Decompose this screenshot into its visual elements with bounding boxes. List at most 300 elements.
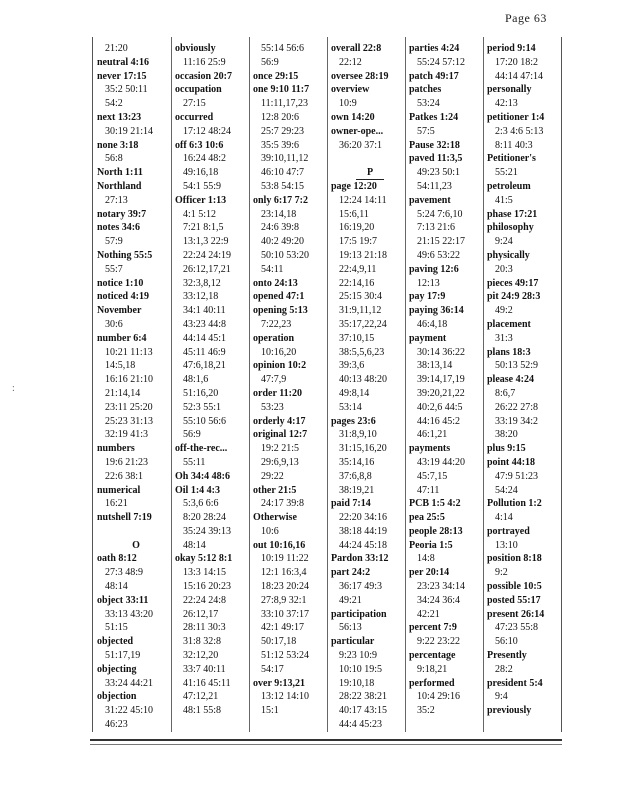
index-references: 44:14 45:1 bbox=[183, 332, 227, 344]
index-entry: November bbox=[97, 305, 142, 317]
index-references: 29:22 bbox=[261, 470, 284, 482]
index-entry: Petitioner's bbox=[487, 153, 536, 165]
index-column-3 bbox=[253, 42, 331, 718]
index-references: 19:10,18 bbox=[339, 677, 375, 689]
index-references: 28:2 bbox=[495, 663, 513, 675]
index-references: 56:13 bbox=[339, 622, 362, 634]
index-references: 48:1 55:8 bbox=[183, 705, 222, 717]
index-entry: plans 18:3 bbox=[487, 346, 531, 358]
index-references: 25:7 29:23 bbox=[261, 125, 305, 137]
index-references: 7:13 21:6 bbox=[417, 222, 456, 234]
index-references: 47:11 bbox=[417, 484, 440, 496]
index-references: 33:7 40:11 bbox=[183, 663, 226, 675]
index-references: 55:14 56:6 bbox=[261, 43, 305, 54]
index-entry: Pause 32:18 bbox=[409, 139, 460, 151]
index-references: 55:21 bbox=[495, 167, 518, 179]
index-references: 31:8 32:8 bbox=[183, 636, 222, 648]
index-references: 12:1 16:3,4 bbox=[261, 567, 307, 579]
index-references: 47:7,9 bbox=[261, 374, 287, 386]
index-entry: overall 22:8 bbox=[331, 43, 382, 54]
word-index bbox=[92, 37, 562, 732]
index-references: 56:8 bbox=[105, 153, 123, 165]
index-entry: Northland bbox=[97, 180, 142, 192]
index-references: 48:14 bbox=[105, 581, 128, 593]
index-entry: notice 1:10 bbox=[97, 277, 144, 289]
index-entry: opening 5:13 bbox=[253, 305, 308, 317]
index-entry: opinion 10:2 bbox=[253, 360, 307, 372]
index-references: 11:16 25:9 bbox=[183, 56, 226, 68]
index-references: 32:3,8,12 bbox=[183, 277, 221, 289]
index-references: 36:17 49:3 bbox=[339, 581, 383, 593]
index-references: 26:22 27:8 bbox=[495, 401, 539, 413]
index-references: 9:2 bbox=[495, 567, 508, 579]
index-entry: people 28:13 bbox=[409, 525, 463, 537]
index-entry: pavement bbox=[409, 194, 451, 206]
index-references: 35:5 39:6 bbox=[261, 139, 300, 151]
index-references: 35:14,16 bbox=[339, 456, 375, 468]
index-references: 47:23 55:8 bbox=[495, 622, 539, 634]
index-references: 39:20,21,22 bbox=[417, 387, 465, 399]
index-entry: Pardon 33:12 bbox=[331, 553, 389, 565]
index-references: 4:1 5:12 bbox=[183, 208, 217, 220]
index-references: 44:16 45:2 bbox=[417, 415, 461, 427]
index-references: 35:2 bbox=[417, 705, 435, 717]
index-column-2 bbox=[175, 42, 253, 718]
bottom-rule-thin bbox=[90, 744, 562, 745]
index-references: 19:2 21:5 bbox=[261, 443, 300, 455]
index-entry: particular bbox=[331, 636, 375, 648]
index-entry: petitioner 1:4 bbox=[487, 111, 545, 123]
index-references: 36:20 37:1 bbox=[339, 139, 383, 151]
index-references: 48:14 bbox=[183, 539, 206, 551]
index-references: 16:24 48:2 bbox=[183, 153, 227, 165]
index-references: 35:2 50:11 bbox=[105, 84, 148, 96]
index-references: 49:6 53:22 bbox=[417, 249, 461, 261]
index-references: 38:13,14 bbox=[417, 360, 453, 372]
index-references: 5:24 7:6,10 bbox=[417, 208, 463, 220]
index-entry: next 13:23 bbox=[97, 111, 142, 123]
index-references: 39:10,11,12 bbox=[261, 153, 309, 165]
index-references: 21:15 22:17 bbox=[417, 236, 466, 248]
index-references: 10:4 29:16 bbox=[417, 691, 461, 703]
index-entry: numbers bbox=[97, 443, 135, 455]
index-references: 56:10 bbox=[495, 636, 518, 648]
index-references: 47:9 51:23 bbox=[495, 470, 539, 482]
index-references: 39:14,17,19 bbox=[417, 374, 465, 386]
index-references: 27:3 48:9 bbox=[105, 567, 144, 579]
index-entry: page 12:20 bbox=[331, 180, 377, 192]
index-references: 51:17,19 bbox=[105, 650, 141, 662]
index-column-6 bbox=[487, 42, 565, 718]
index-references: 23:14,18 bbox=[261, 208, 297, 220]
index-references: 14:8 bbox=[417, 553, 435, 565]
index-entry: percentage bbox=[409, 650, 456, 662]
index-references: 11:11,17,23 bbox=[261, 98, 309, 110]
index-entry: noticed 4:19 bbox=[97, 291, 149, 303]
index-entry: petroleum bbox=[487, 180, 531, 192]
index-references: 21:20 bbox=[105, 43, 128, 54]
index-references: 30:14 36:22 bbox=[417, 346, 466, 358]
index-references: 31:15,16,20 bbox=[339, 443, 387, 455]
index-references: 39:3,6 bbox=[339, 360, 365, 372]
page-number: Page 63 bbox=[505, 11, 547, 25]
index-references: 50:17,18 bbox=[261, 636, 297, 648]
index-references: 50:10 53:20 bbox=[261, 249, 310, 261]
index-entry: Oh 34:4 48:6 bbox=[175, 470, 230, 482]
index-references: 15:16 20:23 bbox=[183, 581, 232, 593]
index-references: 4:14 bbox=[495, 512, 513, 524]
index-references: 55:7 bbox=[105, 263, 123, 275]
index-entry: please 4:24 bbox=[487, 374, 534, 386]
index-entry: own 14:20 bbox=[331, 111, 375, 123]
index-references: 18:23 20:24 bbox=[261, 581, 310, 593]
index-references: 35:17,22,24 bbox=[339, 318, 387, 330]
index-references: 31:8,9,10 bbox=[339, 429, 377, 441]
index-references: 12:24 14:11 bbox=[339, 194, 387, 206]
index-references: 9:4 bbox=[495, 691, 508, 703]
index-references: 22:4,9,11 bbox=[339, 263, 377, 275]
index-references: 45:7,15 bbox=[417, 470, 448, 482]
index-references: 40:17 43:15 bbox=[339, 705, 388, 717]
section-letter bbox=[97, 539, 175, 553]
index-references: 48:1,6 bbox=[183, 374, 209, 386]
index-references: 7:22,23 bbox=[261, 318, 292, 330]
index-references: 30:19 21:14 bbox=[105, 125, 154, 137]
index-references: 16:21 bbox=[105, 498, 128, 510]
index-entry: neutral 4:16 bbox=[97, 56, 149, 68]
index-entry: obviously bbox=[175, 43, 216, 54]
index-entry: once 29:15 bbox=[253, 70, 299, 82]
index-references: 8:11 40:3 bbox=[495, 139, 533, 151]
index-references: 33:10 37:17 bbox=[261, 608, 310, 620]
index-entry: plus 9:15 bbox=[487, 443, 526, 455]
index-entry: philosophy bbox=[487, 222, 534, 234]
index-entry: number 6:4 bbox=[97, 332, 147, 344]
index-references: 30:6 bbox=[105, 318, 123, 330]
index-references: 46:4,18 bbox=[417, 318, 448, 330]
index-references: 52:3 55:1 bbox=[183, 401, 222, 413]
index-entry: onto 24:13 bbox=[253, 277, 298, 289]
index-entry: occasion 20:7 bbox=[175, 70, 232, 82]
index-entry: paying 36:14 bbox=[409, 305, 464, 317]
index-references: 26:12,17 bbox=[183, 608, 219, 620]
index-references: 40:2,6 44:5 bbox=[417, 401, 463, 413]
index-entry: Peoria 1:5 bbox=[409, 539, 453, 551]
index-entry: patches bbox=[409, 84, 442, 96]
index-references: 27:15 bbox=[183, 98, 206, 110]
index-references: 13:10 bbox=[495, 539, 518, 551]
index-references: 33:19 34:2 bbox=[495, 415, 539, 427]
index-references: 14:5,18 bbox=[105, 360, 136, 372]
index-entry: notary 39:7 bbox=[97, 208, 147, 220]
index-entry: parties 4:24 bbox=[409, 43, 460, 54]
index-references: 43:19 44:20 bbox=[417, 456, 466, 468]
index-references: 41:5 bbox=[495, 194, 513, 206]
index-entry: Presently bbox=[487, 650, 527, 662]
index-entry: per 20:14 bbox=[409, 567, 450, 579]
index-references: 40:2 49:20 bbox=[261, 236, 305, 248]
index-entry: previously bbox=[487, 705, 532, 717]
index-references: 26:12,17,21 bbox=[183, 263, 231, 275]
section-letter-text: P bbox=[356, 167, 384, 180]
index-entry: portrayed bbox=[487, 525, 530, 537]
index-entry: Nothing 55:5 bbox=[97, 249, 153, 261]
index-entry: okay 5:12 8:1 bbox=[175, 553, 233, 565]
index-references: 53:24 bbox=[417, 98, 440, 110]
index-entry: over 9:13,21 bbox=[253, 677, 306, 689]
index-references: 28:22 38:21 bbox=[339, 691, 388, 703]
index-entry: phase 17:21 bbox=[487, 208, 538, 220]
index-references: 45:11 46:9 bbox=[183, 346, 226, 358]
index-entry: Oil 1:4 4:3 bbox=[175, 484, 220, 496]
index-entry: placement bbox=[487, 318, 531, 330]
index-entry: North 1:11 bbox=[97, 167, 143, 179]
index-entry: only 6:17 7:2 bbox=[253, 194, 308, 206]
index-references: 57:5 bbox=[417, 125, 435, 137]
index-entry: never 17:15 bbox=[97, 70, 147, 82]
index-references: 13:12 14:10 bbox=[261, 691, 310, 703]
index-references: 31:9,11,12 bbox=[339, 305, 382, 317]
index-references: 8:6,7 bbox=[495, 387, 516, 399]
index-references: 55:24 57:12 bbox=[417, 56, 466, 68]
margin-mark: : bbox=[12, 383, 15, 394]
index-references: 34:1 40:11 bbox=[183, 305, 226, 317]
index-entry: none 3:18 bbox=[97, 139, 139, 151]
index-entry: Officer 1:13 bbox=[175, 194, 227, 206]
index-references: 49:8,14 bbox=[339, 387, 370, 399]
index-entry: paving 12:6 bbox=[409, 263, 459, 275]
index-references: 9:24 bbox=[495, 236, 513, 248]
index-references: 32:12,20 bbox=[183, 650, 219, 662]
index-references: 23:11 25:20 bbox=[105, 401, 153, 413]
index-entry: point 44:18 bbox=[487, 456, 536, 468]
index-references: 49:21 bbox=[339, 594, 362, 606]
index-entry: other 21:5 bbox=[253, 484, 297, 496]
index-column-4 bbox=[331, 42, 409, 732]
index-references: 54:17 bbox=[261, 663, 284, 675]
index-entry: occurred bbox=[175, 111, 214, 123]
index-entry: position 8:18 bbox=[487, 553, 542, 565]
index-references: 54:11 bbox=[261, 263, 284, 275]
index-entry: one 9:10 11:7 bbox=[253, 84, 310, 96]
index-references: 53:14 bbox=[339, 401, 362, 413]
index-references: 55:10 56:6 bbox=[183, 415, 227, 427]
index-entry: performed bbox=[409, 677, 455, 689]
index-references: 22:12 bbox=[339, 56, 362, 68]
index-references: 33:13 43:20 bbox=[105, 608, 154, 620]
section-letter-text: O bbox=[122, 540, 150, 553]
index-entry: order 11:20 bbox=[253, 387, 302, 399]
index-entry: pit 24:9 28:3 bbox=[487, 291, 541, 303]
index-entry: out 10:16,16 bbox=[253, 539, 306, 551]
index-entry: physically bbox=[487, 249, 530, 261]
index-references: 10:19 11:22 bbox=[261, 553, 309, 565]
index-references: 16:16 21:10 bbox=[105, 374, 154, 386]
index-references: 35:24 39:13 bbox=[183, 525, 232, 537]
index-references: 42:21 bbox=[417, 608, 440, 620]
index-entry: possible 10:5 bbox=[487, 581, 542, 593]
index-references: 46:23 bbox=[105, 719, 128, 731]
index-references: 17:20 18:2 bbox=[495, 56, 539, 68]
index-references: 54:24 bbox=[495, 484, 518, 496]
index-entry: period 9:14 bbox=[487, 43, 536, 54]
index-references: 22:14,16 bbox=[339, 277, 375, 289]
index-entry: off-the-rec... bbox=[175, 443, 228, 455]
index-references: 55:11 bbox=[183, 456, 206, 468]
index-references: 44:4 45:23 bbox=[339, 719, 383, 731]
index-entry: posted 55:17 bbox=[487, 594, 541, 606]
index-entry: oversee 28:19 bbox=[331, 70, 389, 82]
index-entry: original 12:7 bbox=[253, 429, 308, 441]
index-entry: payments bbox=[409, 443, 451, 455]
index-references: 23:23 34:14 bbox=[417, 581, 466, 593]
index-references: 44:24 45:18 bbox=[339, 539, 388, 551]
index-references: 49:2 bbox=[495, 305, 513, 317]
blank-line bbox=[97, 525, 175, 539]
index-references: 33:24 44:21 bbox=[105, 677, 154, 689]
index-references: 34:24 36:4 bbox=[417, 594, 461, 606]
index-references: 8:20 28:24 bbox=[183, 512, 227, 524]
index-references: 9:23 10:9 bbox=[339, 650, 378, 662]
index-references: 27:13 bbox=[105, 194, 128, 206]
index-references: 19:6 21:23 bbox=[105, 456, 149, 468]
index-references: 16:19,20 bbox=[339, 222, 375, 234]
index-references: 9:22 23:22 bbox=[417, 636, 461, 648]
index-entry: president 5:4 bbox=[487, 677, 543, 689]
index-entry: orderly 4:17 bbox=[253, 415, 306, 427]
index-references: 44:14 47:14 bbox=[495, 70, 544, 82]
index-references: 49:16,18 bbox=[183, 167, 219, 179]
index-entry: payment bbox=[409, 332, 447, 344]
index-references: 13:3 14:15 bbox=[183, 567, 227, 579]
index-entry: off 6:3 10:6 bbox=[175, 139, 224, 151]
index-references: 12:13 bbox=[417, 277, 440, 289]
index-references: 54:2 bbox=[105, 98, 123, 110]
index-references: 21:14,14 bbox=[105, 387, 141, 399]
index-entry: objected bbox=[97, 636, 134, 648]
index-entry: Patkes 1:24 bbox=[409, 111, 459, 123]
index-entry: object 33:11 bbox=[97, 594, 149, 606]
index-references: 24:6 39:8 bbox=[261, 222, 300, 234]
index-references: 42:1 49:17 bbox=[261, 622, 305, 634]
index-references: 31:3 bbox=[495, 332, 513, 344]
index-references: 47:12,21 bbox=[183, 691, 219, 703]
index-references: 15:6,11 bbox=[339, 208, 369, 220]
index-references: 12:8 20:6 bbox=[261, 111, 300, 123]
index-references: 57:9 bbox=[105, 236, 123, 248]
index-column-5 bbox=[409, 42, 487, 718]
index-references: 38:5,5,6,23 bbox=[339, 346, 385, 358]
index-references: 17:12 48:24 bbox=[183, 125, 232, 137]
index-column-1 bbox=[97, 42, 175, 732]
index-references: 9:18,21 bbox=[417, 663, 448, 675]
index-entry: Otherwise bbox=[253, 512, 297, 524]
index-entry: Pollution 1:2 bbox=[487, 498, 542, 510]
index-references: 29:6,9,13 bbox=[261, 456, 299, 468]
index-entry: overview bbox=[331, 84, 370, 96]
index-entry: patch 49:17 bbox=[409, 70, 459, 82]
index-entry: participation bbox=[331, 608, 387, 620]
index-entry: numerical bbox=[97, 484, 141, 496]
index-entry: oath 8:12 bbox=[97, 553, 137, 565]
index-references: 31:22 45:10 bbox=[105, 705, 154, 717]
index-references: 10:6 bbox=[261, 525, 279, 537]
index-references: 47:6,18,21 bbox=[183, 360, 226, 372]
index-references: 19:13 21:18 bbox=[339, 249, 388, 261]
index-references: 10:9 bbox=[339, 98, 357, 110]
bottom-rule bbox=[90, 739, 562, 741]
index-entry: objection bbox=[97, 691, 137, 703]
index-entry: objecting bbox=[97, 663, 137, 675]
index-entry: opened 47:1 bbox=[253, 291, 305, 303]
index-references: 24:17 39:8 bbox=[261, 498, 305, 510]
index-references: 54:1 55:9 bbox=[183, 180, 222, 192]
index-references: 49:23 50:1 bbox=[417, 167, 461, 179]
index-references: 13:1,3 22:9 bbox=[183, 236, 229, 248]
index-references: 46:10 47:7 bbox=[261, 167, 305, 179]
index-references: 22:20 34:16 bbox=[339, 512, 388, 524]
index-references: 38:20 bbox=[495, 429, 518, 441]
index-entry: pages 23:6 bbox=[331, 415, 376, 427]
index-references: 37:10,15 bbox=[339, 332, 375, 344]
index-entry: pea 25:5 bbox=[409, 512, 445, 524]
index-entry: percent 7:9 bbox=[409, 622, 457, 634]
index-references: 32:19 41:3 bbox=[105, 429, 149, 441]
index-references: 53:8 54:15 bbox=[261, 180, 305, 192]
index-references: 51:15 bbox=[105, 622, 128, 634]
index-references: 2:3 4:6 5:13 bbox=[495, 125, 544, 137]
index-entry: part 24:2 bbox=[331, 567, 371, 579]
index-references: 56:9 bbox=[261, 56, 279, 68]
index-references: 42:13 bbox=[495, 98, 518, 110]
index-references: 25:23 31:13 bbox=[105, 415, 154, 427]
index-entry: operation bbox=[253, 332, 295, 344]
index-entry: owner-ope... bbox=[331, 125, 384, 137]
index-references: 41:16 45:11 bbox=[183, 677, 231, 689]
index-references: 7:21 8:1,5 bbox=[183, 222, 224, 234]
index-references: 22:24 24:19 bbox=[183, 249, 232, 261]
index-references: 54:11,23 bbox=[417, 180, 452, 192]
index-entry: notes 34:6 bbox=[97, 222, 141, 234]
index-references: 15:1 bbox=[261, 705, 279, 717]
index-references: 27:8,9 32:1 bbox=[261, 594, 307, 606]
index-references: 10:10 19:5 bbox=[339, 663, 383, 675]
index-entry: personally bbox=[487, 84, 532, 96]
index-entry: occupation bbox=[175, 84, 222, 96]
index-references: 28:11 30:3 bbox=[183, 622, 226, 634]
index-entry: pieces 49:17 bbox=[487, 277, 539, 289]
index-references: 22:6 38:1 bbox=[105, 470, 144, 482]
index-entry: nutshell 7:19 bbox=[97, 512, 152, 524]
section-letter bbox=[331, 166, 409, 180]
index-entry: paved 11:3,5 bbox=[409, 153, 463, 165]
index-entry: paid 7:14 bbox=[331, 498, 371, 510]
index-references: 10:21 11:13 bbox=[105, 346, 153, 358]
index-references: 5:3,6 6:6 bbox=[183, 498, 219, 510]
index-references: 25:15 30:4 bbox=[339, 291, 383, 303]
index-references: 20:3 bbox=[495, 263, 513, 275]
index-entry: PCB 1:5 4:2 bbox=[409, 498, 461, 510]
index-references: 43:23 44:8 bbox=[183, 318, 227, 330]
index-references: 53:23 bbox=[261, 401, 284, 413]
index-references: 40:13 48:20 bbox=[339, 374, 388, 386]
index-references: 56:9 bbox=[183, 429, 201, 441]
index-references: 10:16,20 bbox=[261, 346, 297, 358]
index-references: 37:6,8,8 bbox=[339, 470, 372, 482]
index-references: 22:24 24:8 bbox=[183, 594, 227, 606]
index-references: 17:5 19:7 bbox=[339, 236, 378, 248]
index-entry: present 26:14 bbox=[487, 608, 545, 620]
